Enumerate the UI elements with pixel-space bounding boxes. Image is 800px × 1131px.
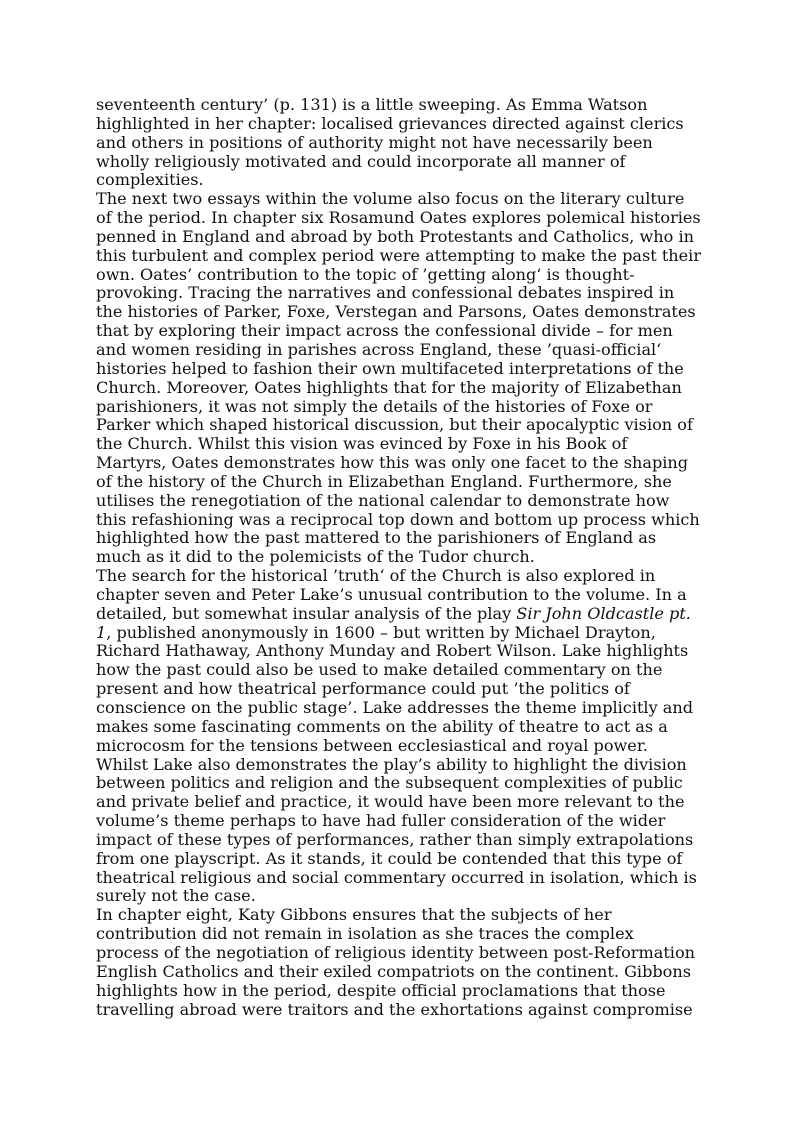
text-line: of the history of the Church in Elizabethan England. Furthermore, she (96, 471, 672, 491)
text-line: theatrical religious and social commentary occurred in isolation, which is (96, 867, 697, 887)
text-line: The search for the historical ’truth‘ of the Church is also explored in (96, 566, 656, 586)
text-line: seventeenth century’ (p. 131) is a little sweeping. As Emma Watson (96, 95, 648, 114)
text-line: utilises the renegotiation of the national calendar to demonstrate how (96, 490, 670, 510)
text-line: of the period. In chapter six Rosamund Oates explores polemical histories (96, 208, 701, 228)
paragraph-1 (96, 96, 706, 190)
text-line: parishioners, it was not simply the details of the histories of Foxe or (96, 396, 653, 416)
text-line: contribution did not remain in isolation as she traces the complex (96, 924, 634, 944)
text-line: the histories of Parker, Foxe, Verstegan and Parsons, Oates demonstrates (96, 302, 696, 322)
text-line: Whilst Lake also demonstrates the play’s ability to highlight the division (96, 754, 687, 774)
text-line: Richard Hathaway, Anthony Munday and Robert Wilson. Lake highlights (96, 641, 689, 661)
text-line: provoking. Tracing the narratives and confessional debates inspired in (96, 283, 675, 303)
text-line: between politics and religion and the subsequent complexities of public (96, 773, 683, 793)
text-line: makes some fascinating comments on the ability of theatre to act as a (96, 716, 668, 736)
text-line: conscience on the public stage’. Lake addresses the theme implicitly and (96, 698, 694, 717)
text-line: the Church. Whilst this vision was evinced by Foxe in his Book of (96, 434, 628, 454)
text-line-with-title (96, 605, 706, 624)
text-line: own. Oates’ contribution to the topic of ’getting along‘ is thought- (96, 264, 635, 284)
text-line: impact of these types of performances, rather than simply extrapolations (96, 829, 694, 849)
text-line: and others in positions of authority might not have necessarily been (96, 132, 653, 152)
text-line: that by exploring their impact across the confessional divide – for men (96, 321, 673, 341)
text-line: The next two essays within the volume also focus on the literary culture (96, 189, 685, 209)
text-line: how the past could also be used to make detailed commentary on the (96, 660, 663, 680)
text-line: highlighted in her chapter: localised grievances directed against clerics (96, 113, 684, 133)
text-line: Martyrs, Oates demonstrates how this was only one facet to the shaping (96, 453, 689, 473)
text-line: process of the negotiation of religious identity between post-Reformation (96, 942, 696, 962)
text-line: this turbulent and complex period were attempting to make the past their (96, 245, 702, 265)
text-line: highlights how in the period, despite official proclamations that those (96, 980, 666, 1000)
text-line: and women residing in parishes across England, these ’quasi-official‘ (96, 339, 662, 359)
text-line: present and how theatrical performance could put ’the politics of (96, 679, 630, 699)
text-line-with-title (96, 624, 706, 643)
text-segment: detailed, but somewhat insular analysis of the play (96, 603, 517, 623)
text-line: complexities. (96, 170, 204, 190)
text-line: English Catholics and their exiled compatriots on the continent. Gibbons (96, 961, 691, 981)
paragraph-2 (96, 190, 706, 567)
text-line: volume’s theme perhaps to have had fuller consideration of the wider (96, 811, 666, 831)
text-line: this refashioning was a reciprocal top down and bottom up process which (96, 509, 700, 529)
text-line: Parker which shaped historical discussion, but their apocalyptic vision of (96, 415, 693, 435)
text-line: Church. Moreover, Oates highlights that for the majority of Elizabethan (96, 377, 682, 397)
text-line: chapter seven and Peter Lake’s unusual contribution to the volume. In a (96, 584, 687, 604)
text-line: much as it did to the polemicists of the Tudor church. (96, 547, 535, 567)
play-title: 1 (96, 622, 107, 642)
text-line: In chapter eight, Katy Gibbons ensures that the subjects of her (96, 905, 612, 925)
play-title: Sir John Oldcastle pt. (516, 603, 691, 623)
text-line: from one playscript. As it stands, it could be contended that this type of (96, 848, 683, 868)
text-line: travelling abroad were traitors and the exhortations against compromise (96, 999, 693, 1019)
text-line: wholly religiously motivated and could incorporate all manner of (96, 151, 626, 171)
paragraph-4 (96, 906, 706, 1019)
document-page (96, 96, 706, 1019)
text-segment: , published anonymously in 1600 – but written by Michael Drayton, (106, 622, 656, 642)
text-line: highlighted how the past mattered to the parishioners of England as (96, 528, 657, 548)
paragraph-3 (96, 567, 706, 906)
text-line: penned in England and abroad by both Protestants and Catholics, who in (96, 226, 694, 246)
text-line: histories helped to fashion their own multifaceted interpretations of the (96, 358, 684, 378)
text-line: surely not the case. (96, 886, 256, 906)
text-line: microcosm for the tensions between ecclesiastical and royal power. (96, 735, 648, 755)
text-line: and private belief and practice, it would have been more relevant to the (96, 792, 685, 812)
